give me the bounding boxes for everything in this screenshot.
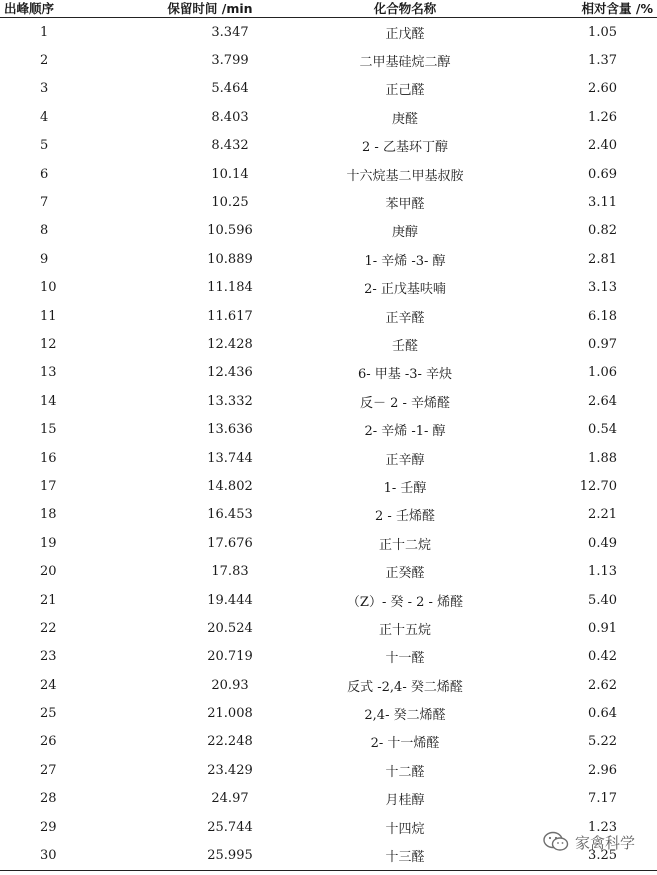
order-cell: 13 bbox=[40, 365, 57, 381]
order-cell: 11 bbox=[40, 308, 57, 324]
order-cell: 8 bbox=[40, 223, 49, 239]
rt-cell: 21.008 bbox=[207, 706, 253, 722]
content-cell: 1.23 bbox=[588, 819, 617, 835]
rt-cell: 10.889 bbox=[207, 251, 253, 267]
order-cell: 23 bbox=[40, 649, 57, 665]
rt-cell: 5.464 bbox=[211, 81, 249, 97]
compound-cell: 正戊醛 bbox=[385, 26, 425, 42]
content-cell: 2.21 bbox=[588, 507, 617, 523]
compound-cell: 1- 壬醇 bbox=[383, 480, 427, 496]
table-row bbox=[0, 160, 657, 188]
order-cell: 19 bbox=[40, 535, 57, 551]
compound-cell: 正十二烷 bbox=[378, 537, 431, 553]
rt-cell: 16.453 bbox=[207, 507, 253, 523]
compound-cell: 2 - 壬烯醛 bbox=[375, 509, 435, 525]
header-relative-content: 相对含量 /% bbox=[480, 0, 657, 18]
rt-cell: 24.97 bbox=[211, 791, 249, 807]
order-cell: 6 bbox=[40, 166, 49, 182]
order-cell: 3 bbox=[40, 81, 49, 97]
order-cell: 25 bbox=[40, 706, 57, 722]
content-cell: 0.97 bbox=[588, 336, 617, 352]
content-cell: 1.05 bbox=[588, 24, 617, 40]
rt-cell: 8.432 bbox=[211, 138, 249, 154]
compound-cell: 正己醛 bbox=[385, 83, 425, 99]
compound-cell: 正癸醛 bbox=[385, 566, 425, 582]
order-cell: 27 bbox=[40, 762, 57, 778]
table-row bbox=[0, 330, 657, 358]
table-row bbox=[0, 643, 657, 671]
table-row bbox=[0, 557, 657, 585]
order-cell: 20 bbox=[40, 564, 57, 580]
table-row bbox=[0, 387, 657, 415]
rt-cell: 12.436 bbox=[207, 365, 253, 381]
order-cell: 9 bbox=[40, 251, 49, 267]
content-cell: 0.82 bbox=[588, 223, 617, 239]
content-cell: 0.42 bbox=[588, 649, 617, 665]
table-row bbox=[0, 586, 657, 614]
order-cell: 4 bbox=[40, 109, 49, 125]
table-row bbox=[0, 18, 657, 47]
rt-cell: 3.347 bbox=[211, 24, 249, 40]
order-cell: 30 bbox=[0, 841, 90, 870]
compound-cell: （Z）- 癸 - 2 - 烯醛 bbox=[346, 594, 464, 610]
compound-cell: 2- 正戊基呋喃 bbox=[364, 282, 446, 298]
compound-cell: 2,4- 癸二烯醛 bbox=[364, 708, 446, 724]
table-row bbox=[0, 103, 657, 131]
compound-cell: 反－ 2 - 辛烯醛 bbox=[359, 395, 451, 411]
order-cell: 7 bbox=[40, 195, 49, 211]
content-cell: 2.81 bbox=[588, 251, 617, 267]
order-cell: 17 bbox=[40, 478, 57, 494]
table-row bbox=[0, 756, 657, 784]
rt-cell: 17.676 bbox=[207, 535, 253, 551]
table-row bbox=[0, 274, 657, 302]
table-row bbox=[0, 728, 657, 756]
content-cell: 5.40 bbox=[588, 592, 617, 608]
compound-cell: 庚醇 bbox=[391, 225, 418, 241]
rt-cell: 13.332 bbox=[207, 393, 253, 409]
table-row bbox=[0, 302, 657, 330]
order-cell: 14 bbox=[40, 393, 57, 409]
compound-cell: 十三醛 bbox=[330, 841, 480, 870]
table-row bbox=[0, 415, 657, 443]
table-row bbox=[0, 501, 657, 529]
rt-cell: 20.524 bbox=[207, 620, 253, 636]
content-cell: 7.17 bbox=[588, 791, 617, 807]
content-cell: 3.11 bbox=[588, 195, 617, 211]
rt-cell: 22.248 bbox=[207, 734, 253, 750]
rt-cell: 10.596 bbox=[207, 223, 253, 239]
content-cell: 1.88 bbox=[588, 450, 617, 466]
order-cell: 16 bbox=[40, 450, 57, 466]
content-cell: 0.64 bbox=[588, 706, 617, 722]
header-order: 出峰顺序 bbox=[0, 0, 90, 18]
content-cell: 0.69 bbox=[588, 166, 617, 182]
compound-cell: 1- 辛烯 -3- 醇 bbox=[364, 253, 446, 269]
table-row bbox=[0, 46, 657, 74]
compound-cell: 十六烷基二甲基叔胺 bbox=[346, 168, 464, 184]
rt-cell: 12.428 bbox=[207, 336, 253, 352]
compound-cell: 十二醛 bbox=[385, 764, 425, 780]
compound-cell: 十一醛 bbox=[385, 651, 425, 667]
header-compound: 化合物名称 bbox=[330, 0, 480, 18]
content-cell: 1.06 bbox=[588, 365, 617, 381]
header-row bbox=[0, 0, 657, 18]
order-cell: 28 bbox=[40, 791, 57, 807]
rt-cell: 3.799 bbox=[211, 53, 249, 69]
table-header bbox=[0, 0, 657, 18]
table-row bbox=[0, 671, 657, 699]
rt-cell: 11.617 bbox=[207, 308, 253, 324]
compound-cell: 2- 十一烯醛 bbox=[370, 736, 440, 752]
compound-cell: 月桂醇 bbox=[385, 793, 425, 809]
rt-cell: 25.995 bbox=[90, 841, 330, 870]
order-cell: 21 bbox=[40, 592, 57, 608]
compound-cell: 正辛醇 bbox=[385, 452, 425, 468]
order-cell: 5 bbox=[40, 138, 49, 154]
order-cell: 12 bbox=[40, 336, 57, 352]
content-cell: 12.70 bbox=[579, 478, 617, 494]
content-cell: 1.26 bbox=[588, 109, 617, 125]
rt-cell: 10.25 bbox=[211, 195, 249, 211]
content-cell: 6.18 bbox=[588, 308, 617, 324]
compound-cell: 二甲基硅烷二醇 bbox=[359, 55, 451, 71]
compound-cell: 正十五烷 bbox=[378, 622, 431, 638]
rt-cell: 25.744 bbox=[207, 819, 253, 835]
content-cell: 1.13 bbox=[588, 564, 617, 580]
table-row bbox=[0, 132, 657, 160]
rt-cell: 11.184 bbox=[207, 280, 253, 296]
table-row bbox=[0, 188, 657, 216]
table-row bbox=[0, 444, 657, 472]
table-row bbox=[0, 359, 657, 387]
content-cell: 0.49 bbox=[588, 535, 617, 551]
compound-cell: 6- 甲基 -3- 辛炔 bbox=[357, 367, 453, 383]
rt-cell: 23.429 bbox=[207, 762, 253, 778]
content-cell: 3.13 bbox=[588, 280, 617, 296]
header-retention-time: 保留时间 /min bbox=[90, 0, 330, 18]
compound-cell: 十四烷 bbox=[385, 821, 425, 837]
compound-cell: 正辛醛 bbox=[385, 310, 425, 326]
content-cell: 0.91 bbox=[588, 620, 617, 636]
rt-cell: 20.719 bbox=[207, 649, 253, 665]
table-row bbox=[0, 529, 657, 557]
compound-cell: 苯甲醛 bbox=[385, 197, 425, 213]
order-cell: 2 bbox=[40, 53, 49, 69]
table-row bbox=[0, 785, 657, 813]
table-body bbox=[0, 18, 657, 871]
order-cell: 24 bbox=[40, 677, 57, 693]
content-cell: 0.54 bbox=[588, 422, 617, 438]
order-cell: 15 bbox=[40, 422, 57, 438]
order-cell: 18 bbox=[40, 507, 57, 523]
content-cell: 2.60 bbox=[588, 81, 617, 97]
rt-cell: 19.444 bbox=[207, 592, 253, 608]
compound-cell: 2- 辛烯 -1- 醇 bbox=[364, 424, 446, 440]
compound-cell: 反式 -2,4- 癸二烯醛 bbox=[347, 679, 463, 695]
content-cell: 5.22 bbox=[588, 734, 617, 750]
table-row bbox=[0, 472, 657, 500]
compound-cell: 壬醛 bbox=[391, 338, 418, 354]
rt-cell: 8.403 bbox=[211, 109, 249, 125]
content-cell: 2.96 bbox=[588, 762, 617, 778]
compound-cell: 庚醛 bbox=[391, 111, 418, 127]
order-cell: 10 bbox=[40, 280, 57, 296]
order-cell: 29 bbox=[40, 819, 57, 835]
content-cell: 2.62 bbox=[588, 677, 617, 693]
order-cell: 1 bbox=[40, 24, 49, 40]
table-row bbox=[0, 217, 657, 245]
watermark bbox=[543, 831, 635, 853]
table-row bbox=[0, 614, 657, 642]
rt-cell: 13.744 bbox=[207, 450, 253, 466]
content-cell: 2.64 bbox=[588, 393, 617, 409]
wechat-icon bbox=[543, 831, 569, 853]
compound-cell: 2 - 乙基环丁醇 bbox=[362, 140, 448, 156]
rt-cell: 10.14 bbox=[211, 166, 249, 182]
content-cell: 1.37 bbox=[588, 53, 617, 69]
table-row bbox=[0, 75, 657, 103]
rt-cell: 20.93 bbox=[211, 677, 249, 693]
order-cell: 26 bbox=[40, 734, 57, 750]
rt-cell: 13.636 bbox=[207, 422, 253, 438]
content-cell: 2.40 bbox=[588, 138, 617, 154]
watermark-text: 家禽科学 bbox=[574, 833, 635, 852]
rt-cell: 17.83 bbox=[211, 564, 249, 580]
table-row bbox=[0, 699, 657, 727]
order-cell: 22 bbox=[40, 620, 57, 636]
rt-cell: 14.802 bbox=[207, 478, 253, 494]
table-row bbox=[0, 245, 657, 273]
content-cell: 3.25 bbox=[480, 841, 657, 870]
